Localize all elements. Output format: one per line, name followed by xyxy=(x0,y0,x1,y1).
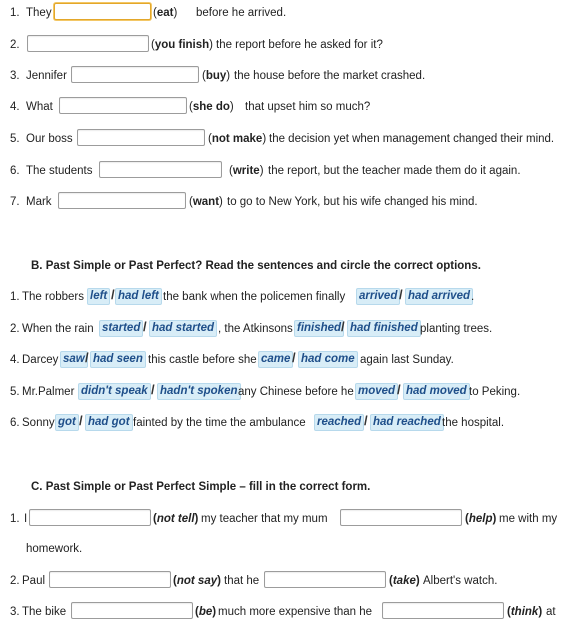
option-chip[interactable]: came xyxy=(258,351,293,368)
option-separator: / xyxy=(79,413,83,428)
item-text: I xyxy=(24,513,28,525)
answer-input[interactable] xyxy=(77,129,205,146)
answer-input[interactable] xyxy=(58,192,186,209)
item-text: Darcey xyxy=(22,354,59,366)
verb-hint: (she do) xyxy=(189,101,234,113)
exercise-a-item-1 xyxy=(0,2,576,24)
item-text: The bike xyxy=(22,606,67,618)
verb-hint: (buy) xyxy=(202,70,231,82)
option-separator: / xyxy=(143,319,147,334)
option-chip[interactable]: had left xyxy=(115,288,162,305)
item-text: again last Sunday. xyxy=(360,354,454,366)
item-number: 6. xyxy=(10,165,20,177)
item-text: Jennifer xyxy=(26,70,67,82)
verb-hint: (you finish) xyxy=(151,39,213,51)
option-chip[interactable]: had got xyxy=(85,414,133,431)
item-number: 3. xyxy=(10,70,20,82)
exercise-b-item-1 xyxy=(0,286,576,308)
exercise-a-item-5 xyxy=(0,128,576,150)
item-number: 3. xyxy=(10,606,20,618)
item-text: Mark xyxy=(26,196,52,208)
item-number: 2. xyxy=(10,323,20,335)
verb-hint: (not tell) xyxy=(153,513,199,525)
option-chip[interactable]: had finished xyxy=(347,320,421,337)
item-text: Mr.Palmer xyxy=(22,386,75,398)
answer-input[interactable] xyxy=(340,509,462,526)
item-text: the house before the market crashed. xyxy=(234,70,426,82)
exercise-c-item-3 xyxy=(0,601,576,623)
option-chip[interactable]: reached xyxy=(314,414,364,431)
exercise-c-item-1-wrap xyxy=(0,538,576,560)
item-text: the report before he asked for it? xyxy=(216,39,383,51)
item-text: this castle before she xyxy=(148,354,257,366)
item-text: , the Atkinsons xyxy=(218,323,293,335)
item-text: They xyxy=(26,7,52,19)
verb-hint: (write) xyxy=(229,165,264,177)
exercise-a-item-7 xyxy=(0,191,576,213)
item-number: 2. xyxy=(10,39,20,51)
item-text: any Chinese before he xyxy=(238,386,354,398)
item-text: fainted by the time the ambulance xyxy=(133,417,306,429)
option-separator: / xyxy=(85,350,89,365)
option-separator: / xyxy=(111,287,115,302)
item-text: planting trees. xyxy=(420,323,493,335)
answer-input[interactable] xyxy=(54,3,151,20)
verb-hint: (want) xyxy=(189,196,223,208)
option-separator: / xyxy=(292,350,296,365)
item-number: 1. xyxy=(10,7,20,19)
option-separator: / xyxy=(399,287,403,302)
item-number: 1. xyxy=(10,291,20,303)
exercise-a-item-4 xyxy=(0,96,576,118)
option-chip[interactable]: hadn't spoken xyxy=(157,383,241,400)
item-text: me with my xyxy=(499,513,558,525)
exercise-a-item-6 xyxy=(0,160,576,182)
option-separator: / xyxy=(364,413,368,428)
section-heading: B. Past Simple or Past Perfect? Read the sentences and circle the correct options. xyxy=(31,260,481,272)
option-chip[interactable]: had arrived xyxy=(405,288,473,305)
item-text: at xyxy=(546,606,556,618)
option-separator: / xyxy=(151,382,155,397)
exercise-c-item-2 xyxy=(0,570,576,592)
verb-hint: (eat) xyxy=(153,7,178,19)
option-chip[interactable]: left xyxy=(87,288,110,305)
item-text: The students xyxy=(26,165,93,177)
item-text: before he arrived. xyxy=(196,7,287,19)
answer-input[interactable] xyxy=(29,509,151,526)
item-number: 6. xyxy=(10,417,20,429)
exercise-b-item-6 xyxy=(0,412,576,434)
option-chip[interactable]: had seen xyxy=(90,351,146,368)
item-text: much more expensive than he xyxy=(218,606,373,618)
verb-hint: (think) xyxy=(507,606,543,618)
answer-input[interactable] xyxy=(59,97,187,114)
item-number: 4. xyxy=(10,354,20,366)
exercise-b-item-2 xyxy=(0,318,576,340)
item-number: 1. xyxy=(10,513,20,525)
item-text: Our boss xyxy=(26,133,73,145)
answer-input[interactable] xyxy=(71,66,199,83)
item-text: homework. xyxy=(26,543,83,555)
option-chip[interactable]: had started xyxy=(149,320,217,337)
item-text: Paul xyxy=(22,575,46,587)
item-number: 7. xyxy=(10,196,20,208)
verb-hint: (be) xyxy=(195,606,217,618)
exercise-c-item-1 xyxy=(0,508,576,530)
item-text: the decision yet when management changed their mind. xyxy=(269,133,555,145)
option-chip[interactable]: had come xyxy=(298,351,358,368)
item-text: my teacher that my mum xyxy=(201,513,328,525)
item-number: 4. xyxy=(10,101,20,113)
option-chip[interactable]: had reached xyxy=(370,414,444,431)
item-text: Sonny xyxy=(22,417,55,429)
item-text: the report, but the teacher made them do it again. xyxy=(268,165,521,177)
option-chip[interactable]: saw xyxy=(60,351,88,368)
verb-hint: (not make) xyxy=(208,133,267,145)
exercise-b-item-5 xyxy=(0,381,576,403)
verb-hint: (help) xyxy=(465,513,497,525)
item-text: the hospital. xyxy=(442,417,505,429)
item-text: the bank when the policemen finally xyxy=(163,291,346,303)
verb-hint: (take) xyxy=(389,575,420,587)
item-text: The robbers xyxy=(22,291,85,303)
option-separator: / xyxy=(397,382,401,397)
item-number: 2. xyxy=(10,575,20,587)
answer-input[interactable] xyxy=(99,161,222,178)
answer-input[interactable] xyxy=(49,571,171,588)
item-text: Albert's watch. xyxy=(423,575,498,587)
item-text: What xyxy=(26,101,53,113)
item-text: to Peking. xyxy=(469,386,521,398)
item-text: that upset him so much? xyxy=(245,101,371,113)
answer-input[interactable] xyxy=(264,571,386,588)
answer-input[interactable] xyxy=(27,35,149,52)
item-text: . xyxy=(471,291,475,303)
exercise-a-item-2 xyxy=(0,34,576,56)
exercise-a-item-3 xyxy=(0,65,576,87)
section-b-heading-row xyxy=(0,255,576,277)
option-chip[interactable]: arrived xyxy=(356,288,400,305)
item-number: 5. xyxy=(10,386,20,398)
option-chip[interactable]: moved xyxy=(355,383,398,400)
option-chip[interactable]: finished xyxy=(294,320,344,337)
option-chip[interactable]: got xyxy=(55,414,79,431)
option-chip[interactable]: started xyxy=(99,320,143,337)
item-text: to go to New York, but his wife changed his mind. xyxy=(227,196,478,208)
option-separator: / xyxy=(341,319,345,334)
section-heading: C. Past Simple or Past Perfect Simple – fill in the correct form. xyxy=(31,481,371,493)
item-text: that he xyxy=(224,575,260,587)
option-chip[interactable]: didn't speak xyxy=(78,383,151,400)
verb-hint: (not say) xyxy=(173,575,221,587)
item-number: 5. xyxy=(10,133,20,145)
answer-input[interactable] xyxy=(71,602,193,619)
answer-input[interactable] xyxy=(382,602,504,619)
option-chip[interactable]: had moved xyxy=(403,383,470,400)
item-text: When the rain xyxy=(22,323,94,335)
exercise-b-item-4 xyxy=(0,349,576,371)
section-c-heading-row xyxy=(0,476,576,498)
